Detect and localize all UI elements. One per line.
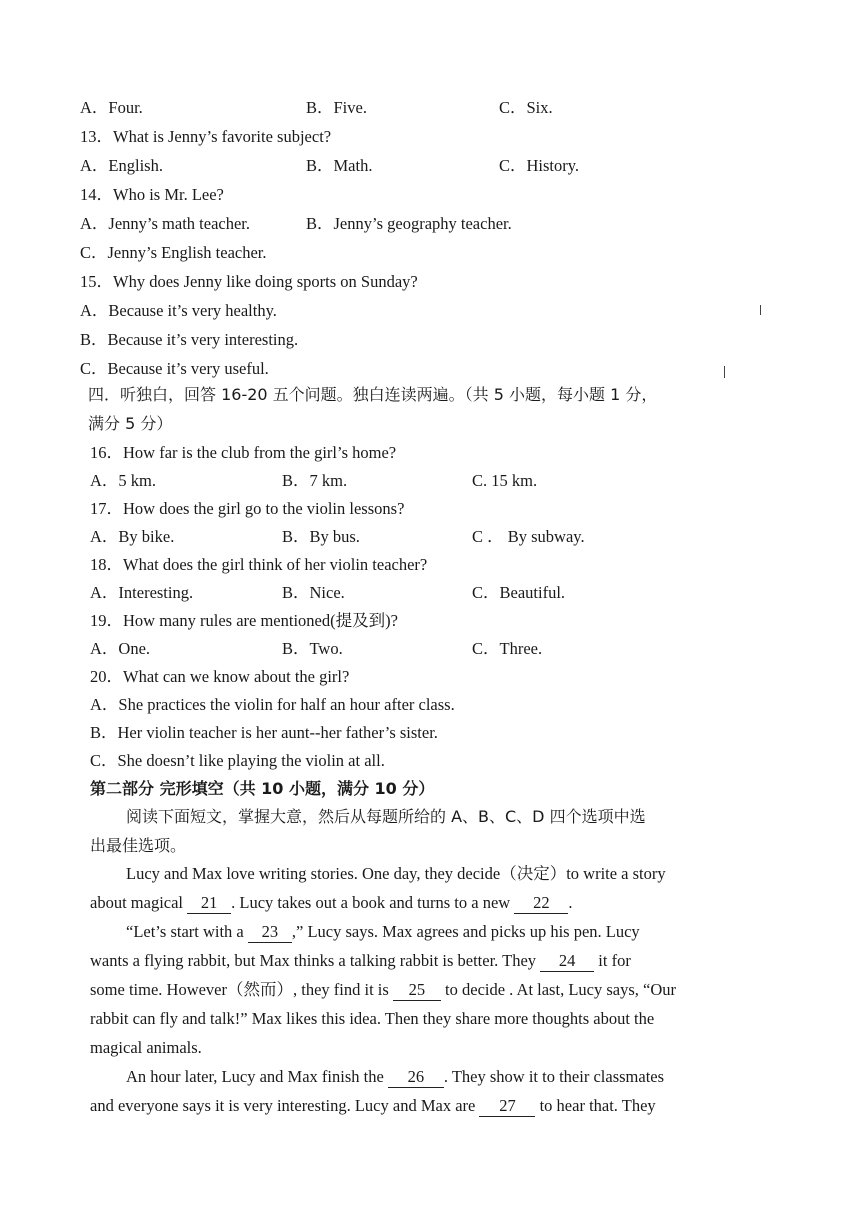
question-15-option-c <box>0 355 867 383</box>
option-b: B．By bus. <box>282 527 360 546</box>
passage-line <box>90 1005 654 1033</box>
passage-text: about magical <box>90 893 184 912</box>
question-15-option-b <box>0 326 867 354</box>
passage-text: “Let’s start with a <box>126 922 244 941</box>
part-2-instruction <box>0 803 867 831</box>
question-16-stem <box>0 439 867 467</box>
option-c: C．Three. <box>472 639 543 658</box>
blank-25: 25 <box>393 980 441 1001</box>
passage-line <box>126 918 640 946</box>
option-b: B．Her violin teacher is her aunt--her father’s sister. <box>90 723 438 742</box>
scan-mark <box>724 366 725 378</box>
instruction-text: 出最佳选项。 <box>90 836 187 855</box>
passage-text: wants a flying rabbit, but Max thinks a talking rabbit is better. They <box>90 951 537 970</box>
part-2-instruction-cont <box>0 832 867 860</box>
option-c: C．She doesn’t like playing the violin at all. <box>90 751 385 770</box>
instruction-text: 阅读下面短文，掌握大意，然后从每题所给的 A、B、C、D 四个选项中选 <box>126 807 646 826</box>
option-a: A．Jenny’s math teacher. <box>80 214 250 233</box>
passage-text: rabbit can fly and talk!” Max likes this idea. Then they share more thoughts about the <box>90 1009 655 1028</box>
question-text: 19．How many rules are mentioned(提及到)? <box>90 611 398 630</box>
passage-text: ,” Lucy says. Max agrees and picks up his pen. Lucy <box>291 922 640 941</box>
passage-line <box>126 1063 664 1091</box>
question-13-stem <box>0 123 867 151</box>
option-a: A．One. <box>90 639 151 658</box>
option-a: A．She practices the violin for half an hour after class. <box>90 695 455 714</box>
passage-line <box>90 1034 202 1062</box>
option-b: B．Math. <box>306 156 373 175</box>
option-c: C．Jenny’s English teacher. <box>80 243 267 262</box>
option-c: C．History. <box>499 156 580 175</box>
passage-text: magical animals. <box>90 1038 202 1057</box>
question-text: 20．What can we know about the girl? <box>90 667 350 686</box>
section-instruction: 四．听独白，回答 16-20 五个问题。独白连读两遍。（共 5 小题，每小题 1 分， <box>88 385 658 404</box>
part-2-title <box>0 775 867 803</box>
option-a: A．Because it’s very healthy. <box>80 301 277 320</box>
question-17-options <box>0 523 867 551</box>
blank-27: 27 <box>479 1096 535 1117</box>
question-text: 18．What does the girl think of her violin teacher? <box>90 555 428 574</box>
question-15-option-a <box>0 297 867 325</box>
option-b: B．7 km. <box>282 471 348 490</box>
passage-text: and everyone says it is very interesting. Lucy and Max are <box>90 1096 476 1115</box>
option-a: A．Four. <box>80 98 143 117</box>
question-text: 14．Who is Mr. Lee? <box>80 185 224 204</box>
passage-text: . Lucy takes out a book and turns to a new <box>231 893 511 912</box>
question-17-stem <box>0 495 867 523</box>
question-14-option-c <box>0 239 867 267</box>
option-c: C．Beautiful. <box>472 583 566 602</box>
blank-21: 21 <box>187 893 231 914</box>
option-a: A．Interesting. <box>90 583 194 602</box>
option-b: B．Two. <box>282 639 343 658</box>
question-16-options <box>0 467 867 495</box>
passage-line <box>90 889 572 917</box>
passage-line <box>90 976 676 1004</box>
question-14-options-ab <box>0 210 867 238</box>
passage-text: to hear that. They <box>539 1096 656 1115</box>
question-18-stem <box>0 551 867 579</box>
question-text: 16．How far is the club from the girl’s home? <box>90 443 397 462</box>
passage-line <box>90 1092 656 1120</box>
section-4-heading <box>0 381 867 409</box>
option-a: A．5 km. <box>90 471 156 490</box>
question-text: 15．Why does Jenny like doing sports on Sunday? <box>80 272 418 291</box>
blank-22: 22 <box>514 893 568 914</box>
question-text: 17．How does the girl go to the violin lessons? <box>90 499 405 518</box>
passage-line <box>90 947 631 975</box>
passage-text: An hour later, Lucy and Max finish the <box>126 1067 384 1086</box>
question-20-option-b <box>0 719 867 747</box>
passage-text: . They show it to their classmates <box>443 1067 665 1086</box>
option-c: C．Six. <box>499 98 553 117</box>
question-14-stem <box>0 181 867 209</box>
passage-text: Lucy and Max love writing stories. One day, they decide（决定）to write a story <box>126 864 666 883</box>
blank-24: 24 <box>540 951 594 972</box>
question-19-stem <box>0 607 867 635</box>
question-20-stem <box>0 663 867 691</box>
question-12-options <box>0 94 867 122</box>
section-4-heading-cont <box>0 410 867 438</box>
option-c: C ． By subway. <box>472 527 585 546</box>
blank-23: 23 <box>248 922 292 943</box>
passage-text: to decide . At last, Lucy says, “Our <box>445 980 676 999</box>
option-a: A．English. <box>80 156 163 175</box>
option-b: B．Nice. <box>282 583 345 602</box>
option-c: C. 15 km. <box>472 471 538 490</box>
option-a: A．By bike. <box>90 527 175 546</box>
question-19-options <box>0 635 867 663</box>
scan-mark <box>760 305 761 315</box>
passage-line <box>126 860 666 888</box>
question-15-stem <box>0 268 867 296</box>
passage-text: it for <box>598 951 631 970</box>
question-13-options <box>0 152 867 180</box>
question-18-options <box>0 579 867 607</box>
option-b: B．Five. <box>306 98 367 117</box>
option-c: C．Because it’s very useful. <box>80 359 269 378</box>
question-text: 13．What is Jenny’s favorite subject? <box>80 127 332 146</box>
option-b: B．Jenny’s geography teacher. <box>306 214 512 233</box>
question-20-option-a <box>0 691 867 719</box>
option-b: B．Because it’s very interesting. <box>80 330 299 349</box>
question-20-option-c <box>0 747 867 775</box>
part-title: 第二部分 完形填空（共 10 小题，满分 10 分） <box>90 779 435 798</box>
passage-text: . <box>568 893 573 912</box>
blank-26: 26 <box>388 1067 444 1088</box>
passage-text: some time. However（然而）, they find it is <box>90 980 389 999</box>
section-instruction: 满分 5 分） <box>88 414 173 433</box>
